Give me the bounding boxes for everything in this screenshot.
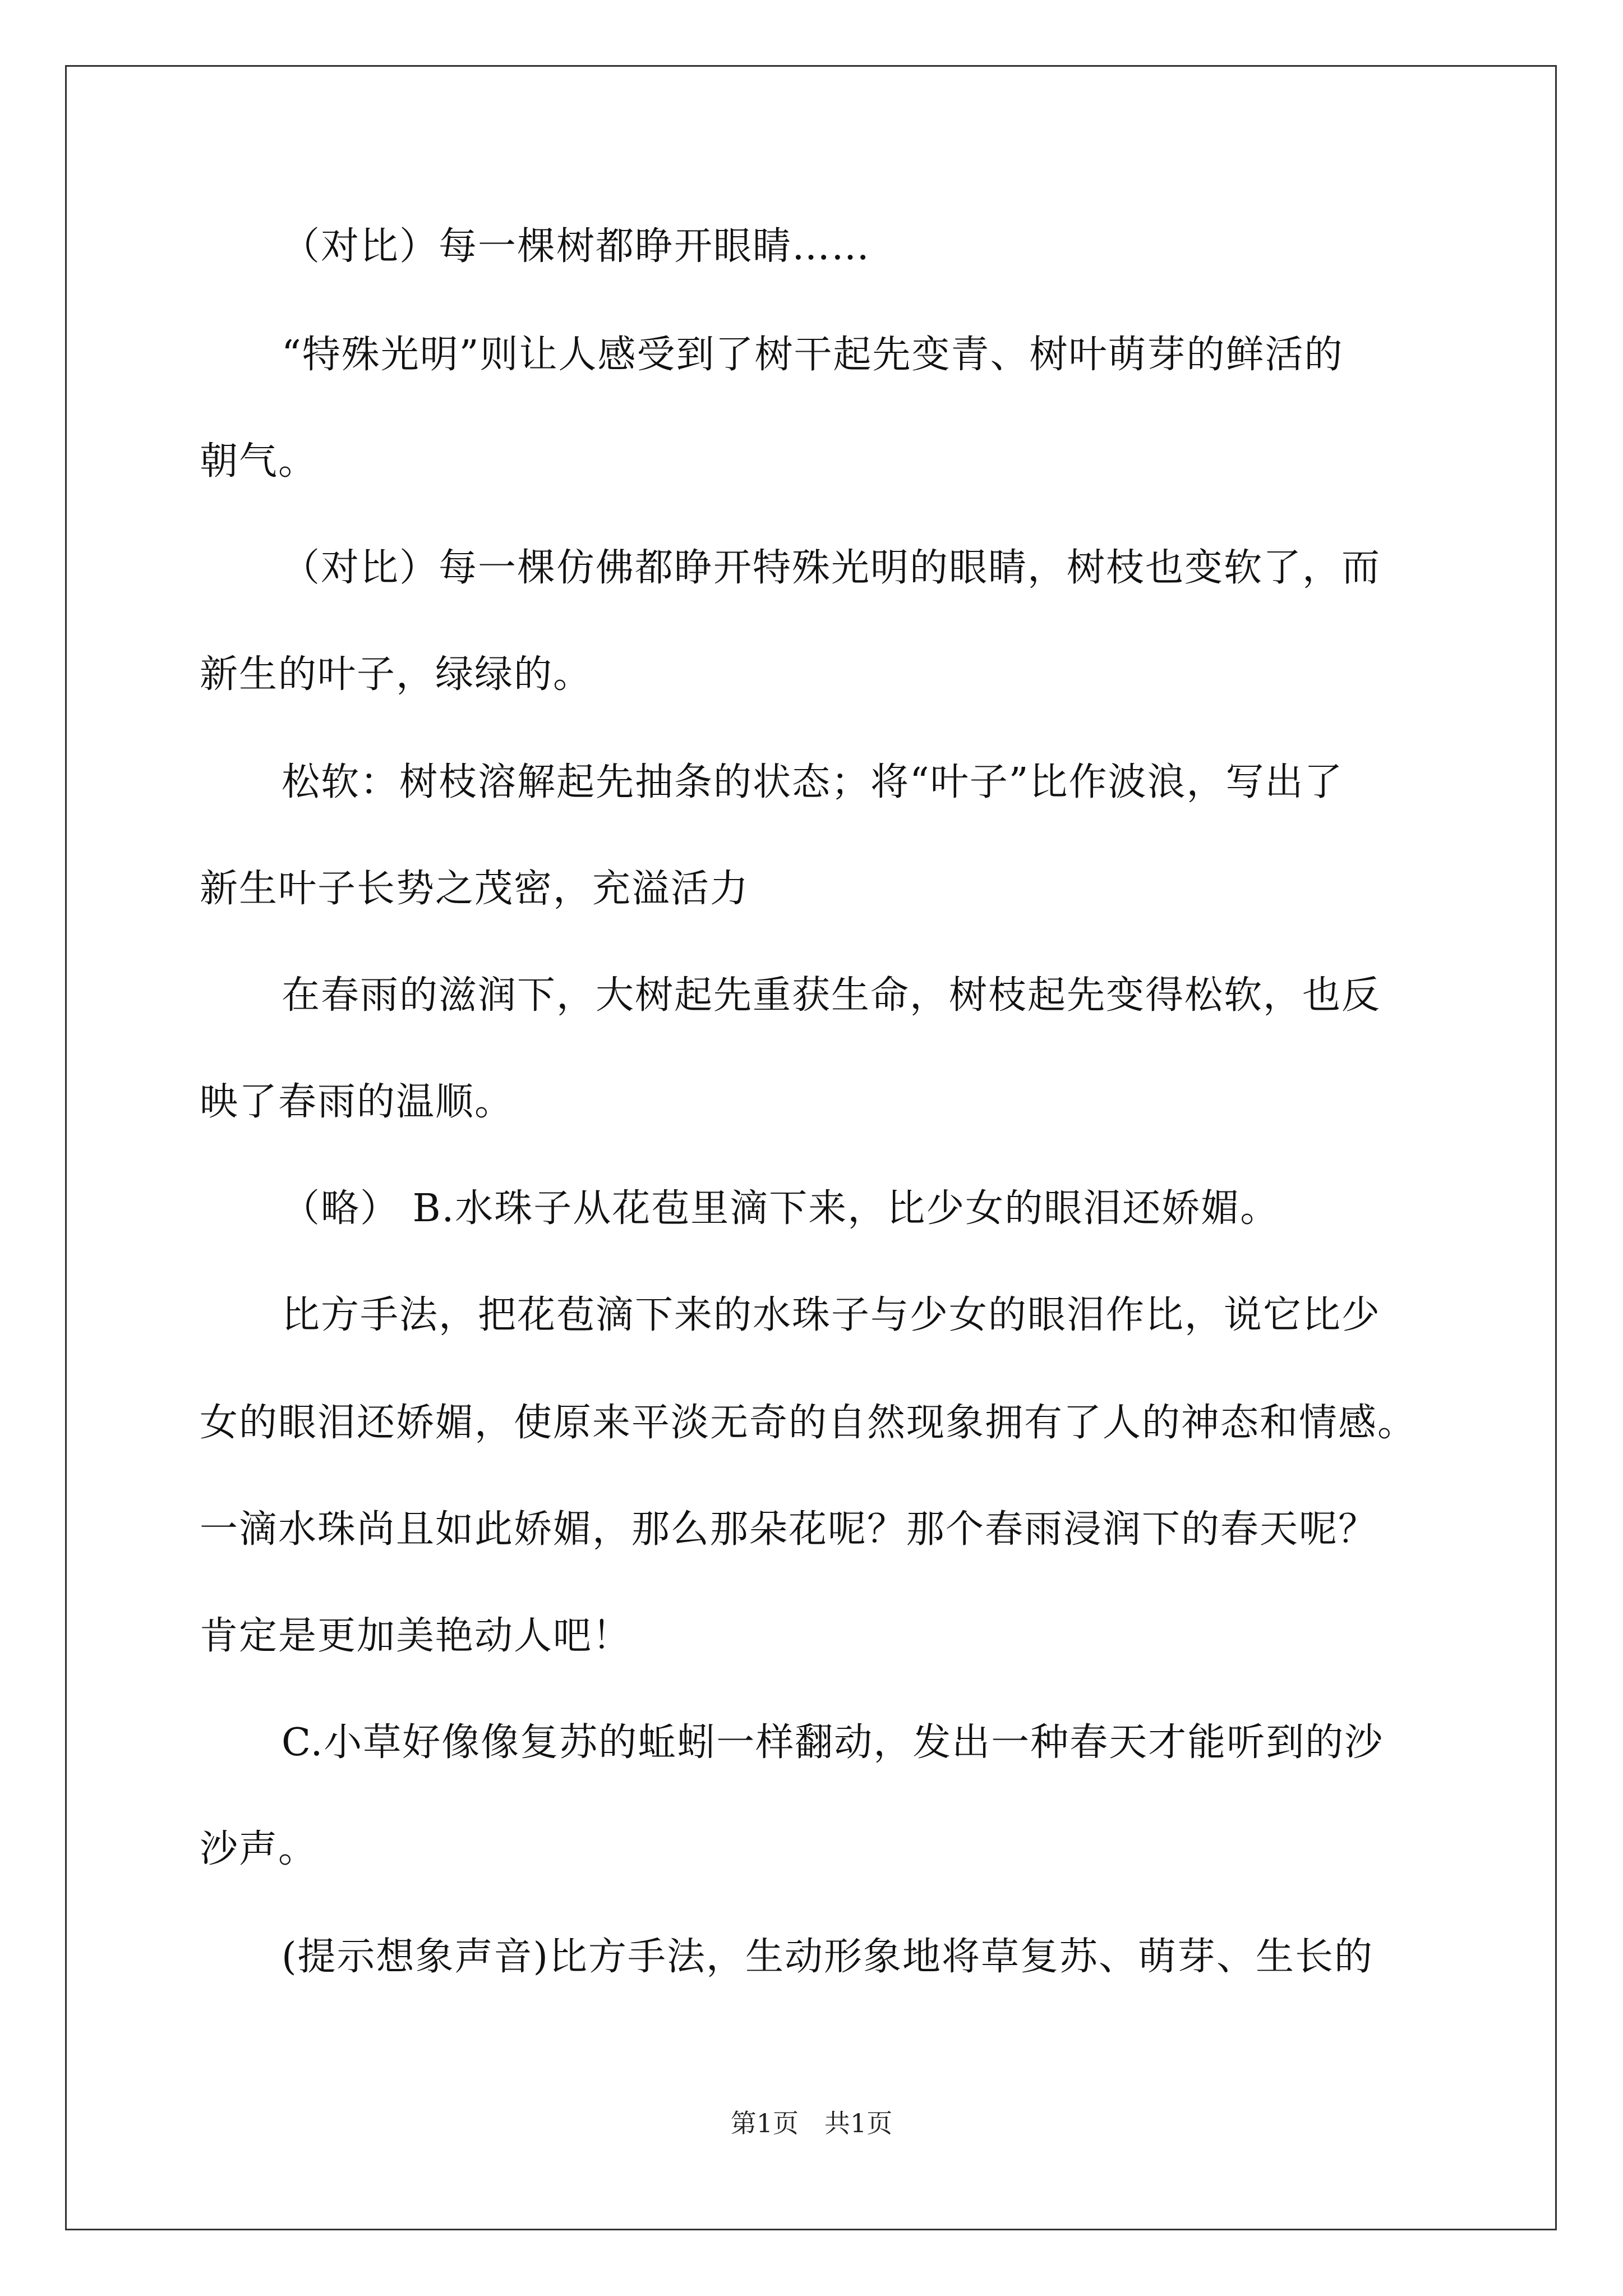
paragraph-line: 女的眼泪还娇媚，使原来平淡无奇的自然现象拥有了人的神态和情感。 <box>200 1401 1417 1445</box>
paragraph-line: 沙声。 <box>200 1827 318 1871</box>
paragraph-line: （对比）每一棵树都睁开眼睛…… <box>282 224 871 269</box>
page-footer: 第1页 共1页 <box>730 2108 893 2138</box>
paragraph-line: （对比）每一棵仿佛都睁开特殊光明的眼睛，树枝也变软了，而 <box>282 546 1381 590</box>
paragraph-line: 肯定是更加美艳动人吧！ <box>200 1614 632 1658</box>
paragraph-line: 一滴水珠尚且如此娇媚，那么那朵花呢？那个春雨浸润下的春天呢？ <box>200 1507 1378 1552</box>
paragraph-line: 新生叶子长势之茂密，充溢活力 <box>200 867 750 911</box>
paragraph-line: 朝气。 <box>200 439 318 484</box>
paragraph-line: (提示想象声音)比方手法，生动形象地将草复苏、萌芽、生长的 <box>282 1935 1374 1979</box>
paragraph-line: 映了春雨的温顺。 <box>200 1080 514 1124</box>
paragraph-line: C.小草好像像复苏的蚯蚓一样翻动，发出一种春天才能听到的沙 <box>282 1720 1384 1765</box>
paragraph-line: 在春雨的滋润下，大树起先重获生命，树枝起先变得松软，也反 <box>282 973 1381 1018</box>
paragraph-line: （略） B.水珠子从花苞里滴下来，比少女的眼泪还娇媚。 <box>282 1186 1280 1231</box>
paragraph-line: “特殊光明”则让人感受到了树干起先变青、树叶萌芽的鲜活的 <box>282 333 1344 377</box>
paragraph-line: 新生的叶子，绿绿的。 <box>200 652 593 697</box>
page-border <box>65 65 1557 2230</box>
paragraph-line: 松软：树枝溶解起先抽条的状态；将“叶子”比作波浪，写出了 <box>282 760 1344 804</box>
paragraph-line: 比方手法，把花苞滴下来的水珠子与少女的眼泪作比，说它比少 <box>282 1293 1381 1337</box>
